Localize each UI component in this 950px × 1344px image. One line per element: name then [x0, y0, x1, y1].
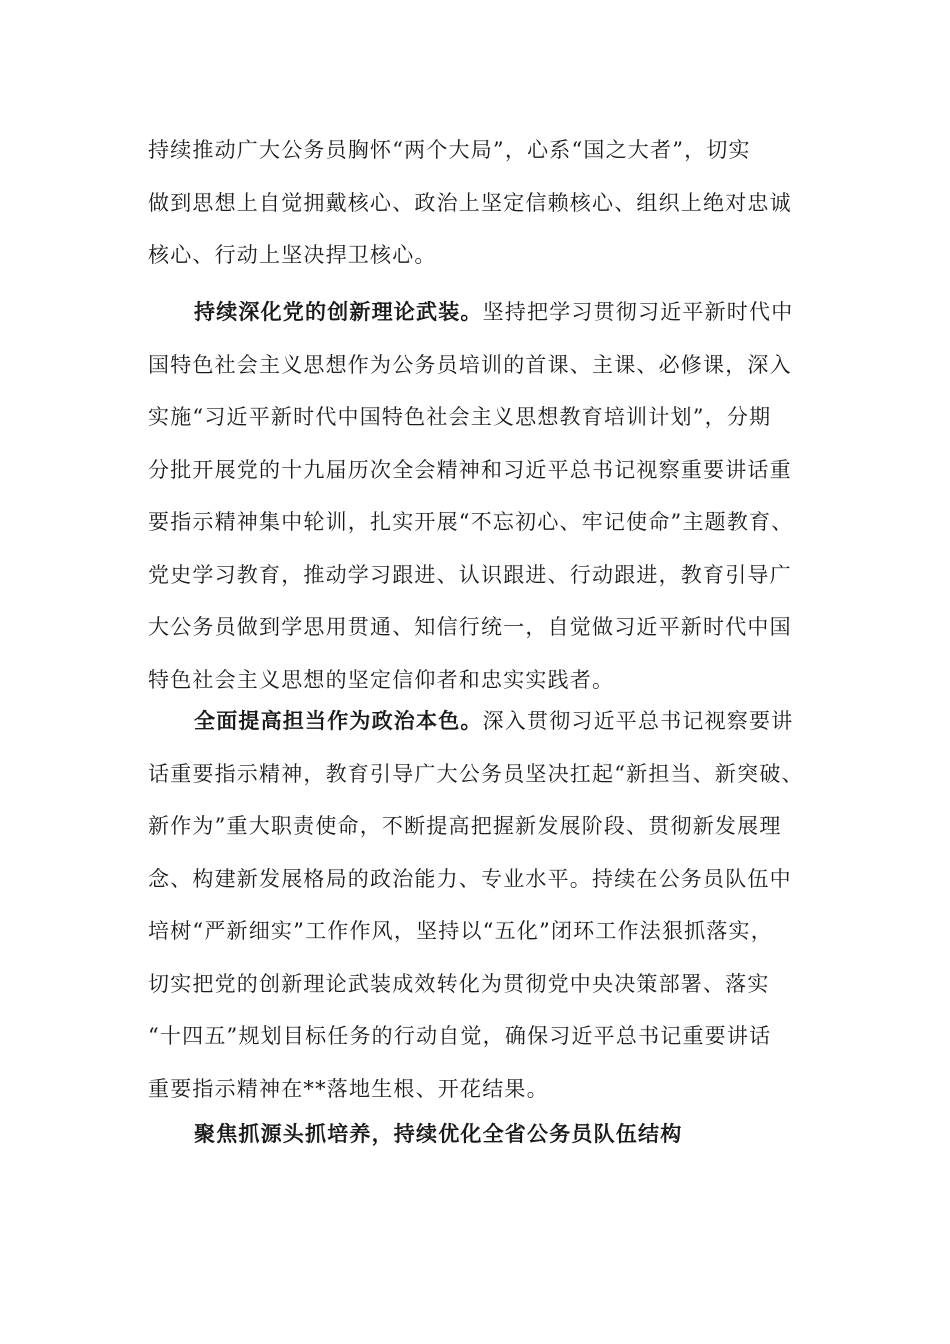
paragraph-heading: 持续深化党的创新理论武装。 — [194, 299, 483, 324]
paragraph-line: 切实把党的创新理论武装成效转化为贯彻党中央决策部署、落实 — [148, 971, 770, 996]
paragraph-first-line — [148, 695, 808, 748]
paragraph-line: 话重要指示精神，教育引导广大公务员坚决扛起“新担当、新突破、 — [148, 761, 804, 786]
paragraph-2 — [148, 286, 808, 706]
paragraph-line: 做到思想上自觉拥戴核心、政治上坚定信赖核心、组织上绝对忠诚 — [148, 190, 792, 215]
paragraph-first-line — [148, 286, 808, 339]
paragraph-line: 实施“习近平新时代中国特色社会主义思想教育培训计划”，分期 — [148, 405, 772, 429]
paragraph-heading: 全面提高担当作为政治本色。 — [194, 708, 483, 733]
paragraph-line: 培树“严新细实”工作作风，坚持以“五化”闭环工作法狠抓落实， — [148, 919, 773, 943]
section-heading-block — [148, 1108, 808, 1161]
paragraph-first-line-text: 坚持把学习贯彻习近平新时代中 — [482, 300, 794, 324]
paragraph-line: 分批开展党的十九届历次全会精神和习近平总书记视察重要讲话重 — [148, 457, 792, 482]
paragraph-line: 持续推动广大公务员胸怀“两个大局”，心系“国之大者”，切实 — [148, 138, 751, 162]
paragraph-first-line-text: 深入贯彻习近平总书记视察要讲 — [482, 709, 794, 733]
paragraph-1 — [148, 124, 808, 282]
section-heading — [148, 1108, 808, 1161]
paragraph-line: 要指示精神集中轮训，扎实开展“不忘初心、牢记使命”主题教育、 — [148, 510, 794, 534]
paragraph-line: 念、构建新发展格局的政治能力、专业水平。持续在公务员队伍中 — [148, 866, 792, 891]
paragraph-line: 党史学习教育，推动学习跟进、认识跟进、行动跟进，教育引导广 — [148, 562, 792, 587]
paragraph-line: 重要指示精神在**落地生根、开花结果。 — [148, 1076, 549, 1101]
paragraph-line: 大公务员做到学思用贯通、知信行统一，自觉做习近平新时代中国 — [148, 615, 792, 639]
paragraph-line: 新作为”重大职责使命，不断提高把握新发展阶段、贯彻新发展理 — [148, 814, 782, 838]
paragraph-line: 核心、行动上坚决捍卫核心。 — [148, 243, 437, 267]
paragraph-line: 国特色社会主义思想作为公务员培训的首课、主课、必修课，深入 — [148, 352, 792, 377]
paragraph-line: “十四五”规划目标任务的行动自觉，确保习近平总书记重要讲话 — [148, 1024, 772, 1048]
paragraph-3 — [148, 695, 808, 1115]
paragraph-line: 特色社会主义思想的坚定信仰者和忠实实践者。 — [148, 667, 615, 692]
section-heading-text: 聚焦抓源头抓培养，持续优化全省公务员队伍结构 — [194, 1121, 683, 1146]
